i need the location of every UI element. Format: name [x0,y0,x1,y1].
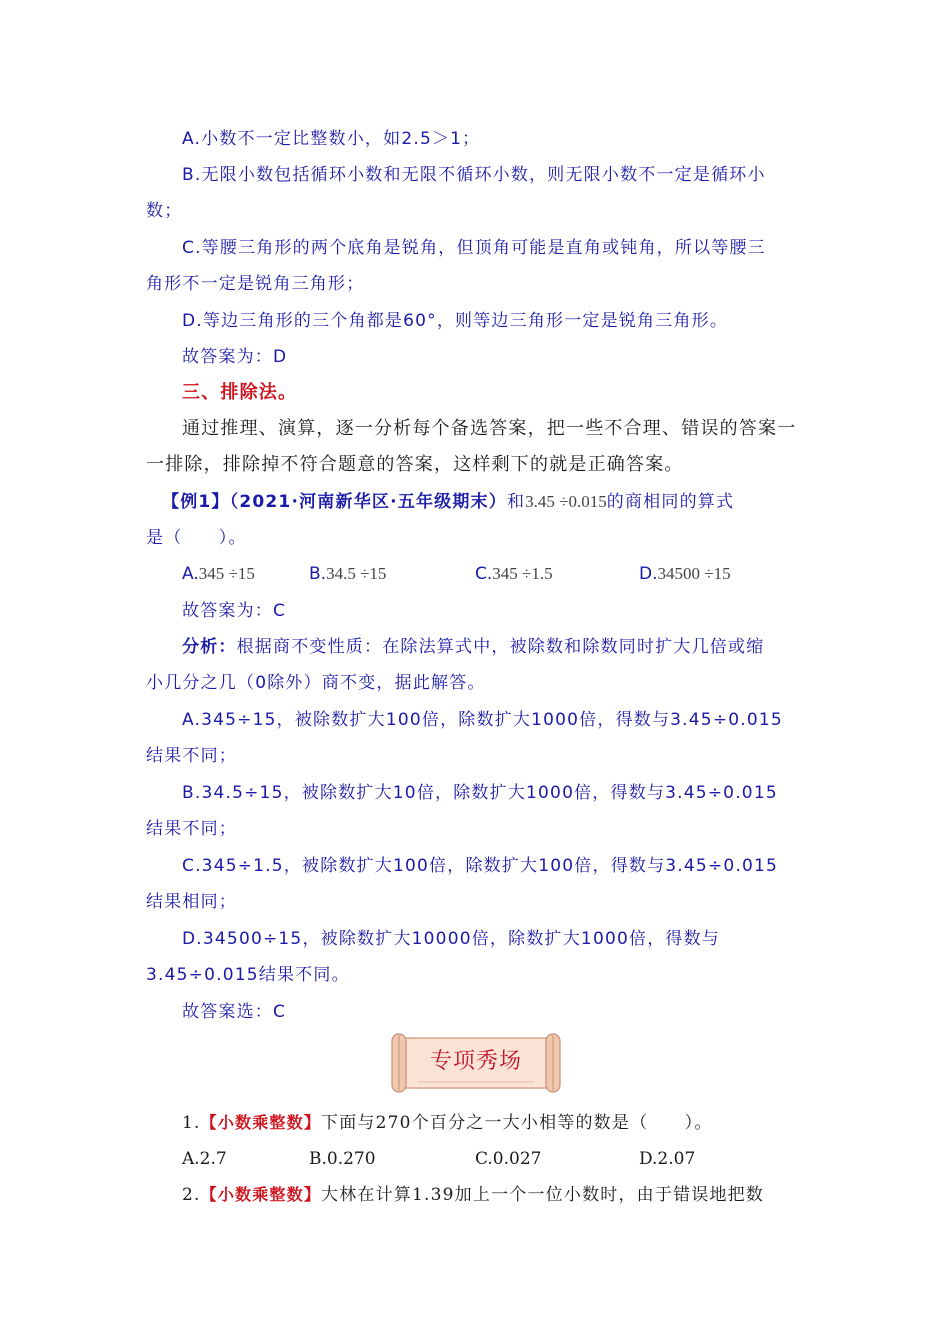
analysis-d-cont: 3.45÷0.015结果不同。 [146,965,350,985]
option-d-label: D. [639,564,658,584]
analysis-c: C.345÷1.5，被除数扩大100倍，除数扩大100倍，得数与3.45÷0.015 [182,856,779,876]
example-tail: 的商相同的算式 [606,492,735,512]
option-a-label: A. [182,564,199,584]
exercise-1-option-b: B.0.270 [309,1149,376,1169]
explanation-line-a: A.小数不一定比整数小，如2.5＞1； [182,129,481,149]
option-c-expression: 345 ÷1.5 [492,564,553,583]
section-banner [388,1032,564,1094]
exercise-2-number: 2. [182,1185,201,1205]
exercise-2-text: 大林在计算1.39加上一个一位小数时，由于错误地把数 [321,1185,765,1205]
exercise-1 [182,1111,713,1135]
exercise-1-number: 1. [182,1113,201,1133]
analysis-d: D.34500÷15，被除数扩大10000倍，除数扩大1000倍，得数与 [182,929,720,949]
exercise-2 [182,1183,764,1207]
analysis-a-cont: 结果不同； [146,746,237,766]
exercise-1-text: 下面与270个百分之一大小相等的数是（ ）。 [321,1113,713,1133]
analysis-label: 分析： [182,637,237,657]
option-b-expression: 34.5 ÷15 [326,564,387,583]
analysis-b-cont: 结果不同； [146,819,237,839]
banner-title: 专项秀场 [429,1049,522,1074]
explanation-line-b: B.无限小数包括循环小数和无限不循环小数，则无限小数不一定是循环小 [182,165,766,185]
intro-line-1: 通过推理、演算，逐一分析每个备选答案，把一些不合理、错误的答案一 [182,418,797,439]
explanation-line-d: D.等边三角形的三个角都是60°，则等边三角形一定是锐角三角形。 [182,311,729,331]
example-question-line [162,490,734,514]
option-c [475,562,553,586]
exercise-1-option-c: C.0.027 [475,1149,542,1169]
exercise-2-tag: 【小数乘整数】 [200,1185,322,1204]
option-b-label: B. [309,564,327,584]
analysis-line-2: 小几分之几（0除外）商不变，据此解答。 [146,673,486,693]
option-b [309,562,386,586]
analysis-c-cont: 结果相同； [146,892,237,912]
analysis-text: 根据商不变性质：在除法算式中，被除数和除数同时扩大几倍或缩 [236,637,765,657]
example-connector: 和 [506,492,526,512]
explanation-line-c: C.等腰三角形的两个底角是锐角，但顶角可能是直角或钝角，所以等腰三 [182,238,766,258]
explanation-line-c-cont: 角形不一定是锐角三角形； [146,274,365,294]
exercise-1-option-d: D.2.07 [639,1149,696,1169]
section-heading: 三、排除法。 [182,382,298,403]
intro-line-2: 一排除，排除掉不符合题意的答案，这样剩下的就是正确答案。 [146,454,684,475]
example-expression: 3.45 ÷0.015 [525,492,607,511]
answer-line-3: 故答案选：C [182,1002,287,1022]
option-d [639,562,731,586]
answer-line-2: 故答案为：C [182,601,287,621]
example-label: 【例1】（2021·河南新华区·五年级期末） [162,492,507,512]
example-question-line-2: 是（ ）。 [146,528,247,548]
exercise-1-tag: 【小数乘整数】 [200,1113,322,1132]
option-a [182,562,255,586]
option-c-label: C. [475,564,493,584]
option-d-expression: 34500 ÷15 [657,564,731,583]
analysis-b: B.34.5÷15，被除数扩大10倍，除数扩大1000倍，得数与3.45÷0.015 [182,783,778,803]
analysis-a: A.345÷15，被除数扩大100倍，除数扩大1000倍，得数与3.45÷0.015 [182,710,783,730]
answer-line-1: 故答案为：D [182,347,288,367]
analysis-line-1 [182,635,764,659]
option-a-expression: 345 ÷15 [198,564,255,583]
explanation-line-b-cont: 数； [146,201,183,221]
exercise-1-option-a: A.2.7 [182,1149,227,1169]
